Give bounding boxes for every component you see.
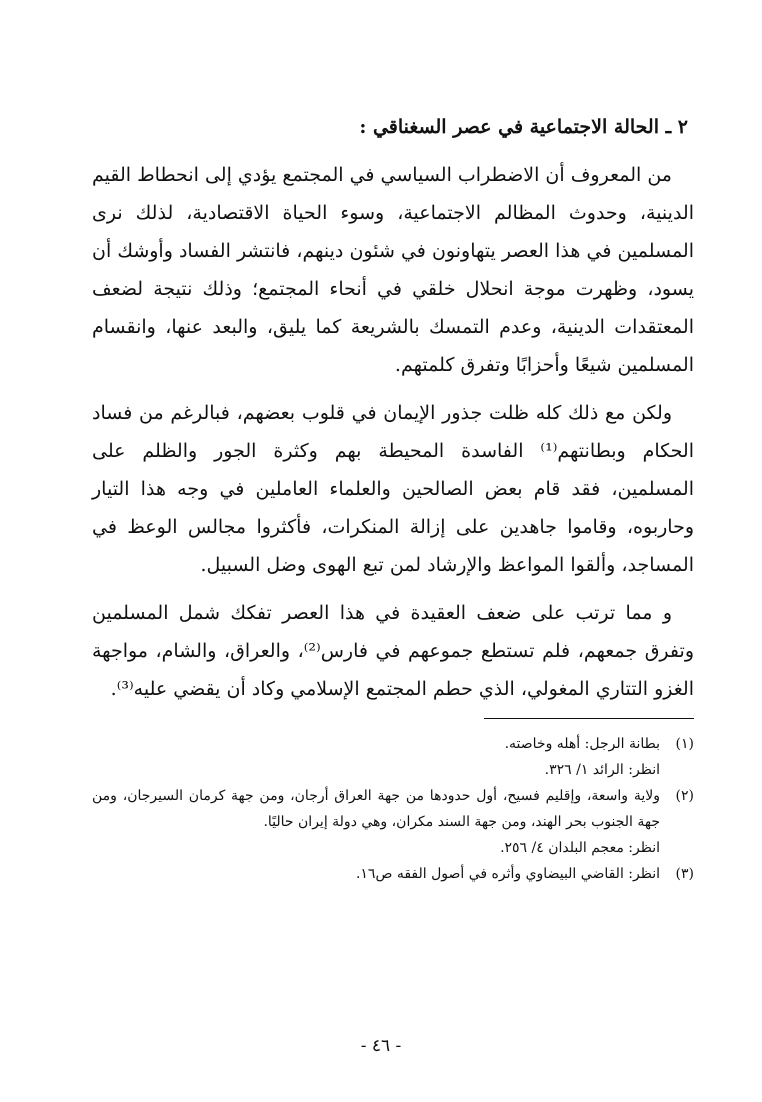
footnote-text: بطانة الرجل: أهله وخاصته. [504, 736, 660, 752]
footnote-text: انظر: القاضي البيضاوي وأثره في أصول الفقه ص١٦. [355, 866, 660, 882]
paragraph-3: و مما ترتب على ضعف العقيدة في هذا العصر تفكك شمل المسلمين وتفرق جمعهم، فلم تستطع جموعهم في فارس⁽²⁾، والعراق، والشام، مواجهة الغزو التتاري المغولي، الذي حطم المجتمع الإسلامي وكاد أن يقضي عليه⁽³⁾. [92, 602, 694, 700]
footnote-2 [92, 783, 694, 835]
footnote-reference: انظر: معجم البلدان ٤/ ٢٥٦. [500, 840, 660, 856]
paragraph-2: ولكن مع ذلك كله ظلت جذور الإيمان في قلوب بعضهم، فبالرغم من فساد الحكام وبطانتهم⁽¹⁾ الفاسدة المحيطة بهم وكثرة الجور والظلم على المسلمين، فقد قام بعض الصالحين والعلماء العاملين في وجه هذا التيار وحاربوه، وقاموا جاهدين على إزالة المنكرات، فأكثروا مجالس الوعظ في المساجد، وألقوا المواعظ والإرشاد لمن تبع الهوى وضل السبيل. [92, 402, 694, 576]
footnote-number: (١) [675, 736, 694, 752]
footnote-divider [484, 718, 694, 719]
footnote-1 [92, 731, 694, 757]
footnote-reference: انظر: الرائد ١/ ٣٢٦. [544, 762, 660, 778]
page-body [92, 110, 694, 887]
page-number: - ٤٦ - [360, 1036, 402, 1056]
section-heading: ٢ ـ الحالة الاجتماعية في عصر السغناقي : [359, 116, 688, 138]
footnote-3 [92, 861, 694, 887]
footnote-number: (٣) [675, 866, 694, 882]
footnote-number: (٢) [675, 788, 694, 804]
paragraph-1: من المعروف أن الاضطراب السياسي في المجتمع يؤدي إلى انحطاط القيم الدينية، وحدوث المظالم الاجتماعية، وسوء الحياة الاقتصادية، لذلك نرى المسلمين في هذا العصر يتهاونون في شئون دينهم، فانتشر الفساد وأوشك أن يسود، وظهرت موجة انحلال خلقي في أنحاء المجتمع؛ وذلك نتيجة لضعف المعتقدات الدينية، وعدم التمسك بالشريعة كما يليق، والبعد عنها، وانقسام المسلمين شيعًا وأحزابًا وتفرق كلمتهم. [92, 164, 694, 376]
footnotes [92, 731, 694, 887]
footnote-text: ولاية واسعة، وإقليم فسيح، أول حدودها من جهة العراق أرجان، ومن جهة كرمان السيرجان، ومن جهة الجنوب بحر الهند، ومن جهة السند مكران، وهي دولة إيران حاليًا. [92, 788, 660, 830]
